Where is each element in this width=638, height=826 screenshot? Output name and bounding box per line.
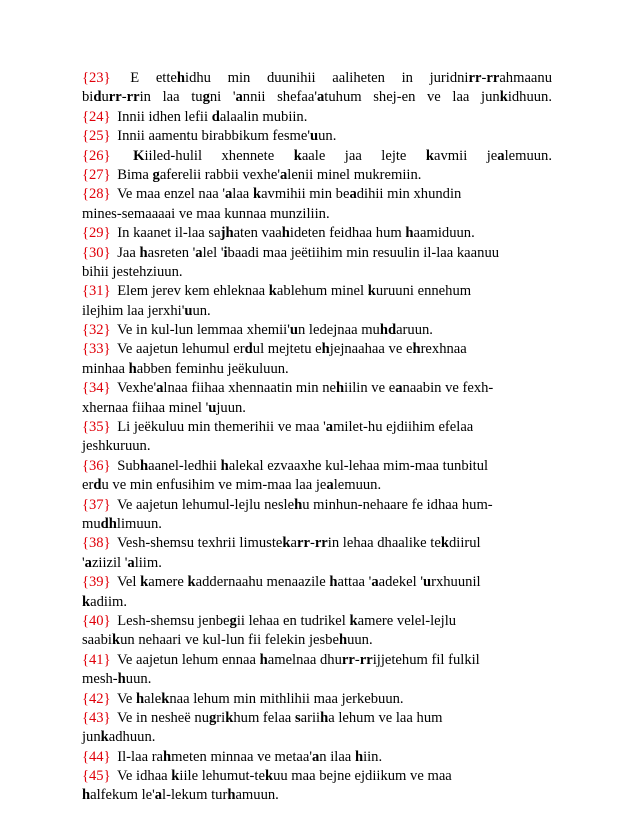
bold-segment: h <box>412 341 421 358</box>
bold-segment: k <box>187 574 196 591</box>
bold-segment: hd <box>379 322 397 339</box>
bold-segment: k <box>100 729 109 746</box>
verse-line: {40} Lesh-shemsu jenbegii lehaa en tudrikel kamere velel-lejlu <box>82 612 457 629</box>
verse-number: {25} <box>82 128 111 145</box>
bold-segment: a <box>127 554 135 571</box>
bold-segment: h <box>136 690 145 707</box>
verse-line: {24} Innii idhen lefii dalaalin mubiin. <box>82 108 308 125</box>
verse-line: {33} Ve aajetun lehumul erdul mejtetu ehjejnaahaa ve ehrexhnaa <box>82 341 467 358</box>
bold-segment: u <box>422 574 432 591</box>
bold-segment: h <box>338 632 348 649</box>
verse-line: {44} Il-laa rahmeten minnaa ve metaa'an ilaa hiin. <box>82 748 383 765</box>
verse-continuation-line: saabikun nehaari ve kul-lun fii felekin jesbehuun. <box>82 632 373 649</box>
verse-number: {36} <box>82 457 111 474</box>
verse-continuation-line: halfekum le'al-lekum turhamuun. <box>82 787 279 804</box>
bold-segment: h <box>227 787 236 804</box>
verse-continuation-line: xhernaa fiihaa minel 'ujuun. <box>82 399 246 416</box>
bold-segment: a <box>195 244 203 261</box>
bold-segment: h <box>139 457 149 474</box>
bold-segment: rr <box>341 651 355 668</box>
bold-segment: h <box>321 341 330 358</box>
verse-number: {26} <box>82 147 111 164</box>
bold-segment: a <box>84 554 92 571</box>
bold-segment: dh <box>100 515 117 532</box>
bold-segment: rr <box>126 89 140 106</box>
verse-number: {35} <box>82 419 111 436</box>
bold-segment: g <box>202 89 210 106</box>
bold-segment: i <box>223 244 228 261</box>
bold-segment: rr <box>108 89 122 106</box>
bold-segment: a <box>317 89 325 106</box>
bold-segment: h <box>82 787 91 804</box>
verse-line: {25} Innii aamentu birabbikum fesme'uun. <box>82 128 337 145</box>
bold-segment: a <box>349 186 357 203</box>
bold-segment: u <box>208 399 217 416</box>
bold-segment: h <box>220 457 229 474</box>
verse-number: {43} <box>82 709 111 726</box>
bold-segment: k <box>112 632 121 649</box>
verse-line: {30} Jaa hasreten 'alel 'ibaadi maa jeëtiihim min resuulin il-laa kaanuu <box>82 244 500 261</box>
verse-continuation-line: 'aziizil 'aliim. <box>82 554 162 571</box>
verse-number: {41} <box>82 651 111 668</box>
verse-line: {27} Bima gaferelii rabbii vexhe'alenii minel mukremiin. <box>82 166 422 183</box>
verse-continuation-line: erdu ve min enfusihim ve mim-maa laa jealemuun. <box>82 477 382 494</box>
verse-line: {26} Kiiled-hulil xhennete kaale jaa lejte kavmii jealemuun. <box>82 147 553 164</box>
verse-number: {33} <box>82 341 111 358</box>
bold-segment: rr <box>468 70 482 86</box>
bold-segment: h <box>354 748 364 765</box>
bold-segment: k <box>268 283 277 300</box>
bold-segment: a <box>395 380 403 397</box>
verse-number: {23} <box>82 70 111 86</box>
bold-segment: h <box>176 70 186 86</box>
bold-segment: h <box>294 496 303 513</box>
bold-segment: a <box>279 166 288 183</box>
verse-continuation-line: kadiim. <box>82 593 128 610</box>
bold-segment: d <box>93 89 102 106</box>
bold-segment: h <box>281 225 290 242</box>
bold-segment: k <box>171 768 180 785</box>
verse-number: {37} <box>82 496 111 513</box>
verse-continuation-line: mines-semaaaai ve maa kunnaa munziliin. <box>82 205 330 222</box>
bold-segment: a <box>156 380 164 397</box>
bold-segment: rr <box>359 651 373 668</box>
verse-continuation-line: jeshkuruun. <box>82 438 151 455</box>
bold-segment: rr <box>314 535 328 552</box>
verse-line: {28} Ve maa enzel naa 'alaa kavmihii min beadihii min xhundin <box>82 186 462 203</box>
verse-number: {44} <box>82 748 111 765</box>
verse-line: {39} Vel kamere kaddernaahu menaazile hattaa 'aadekel 'urxhuunil <box>82 574 481 591</box>
bold-segment: h <box>139 244 148 261</box>
verse-number: {38} <box>82 535 111 552</box>
bold-segment: K <box>133 147 145 164</box>
verse-number: {30} <box>82 244 111 261</box>
verse-line: {29} In kaanet il-laa sajhaten vaahideten feidhaa hum haamiduun. <box>82 225 475 242</box>
bold-segment: h <box>117 671 126 688</box>
document-page <box>82 69 552 806</box>
bold-segment: h <box>259 651 268 668</box>
bold-segment: k <box>252 186 262 203</box>
bold-segment: a <box>326 477 334 494</box>
verse-line: {35} Li jeëkuluu min themerihii ve maa 'amilet-hu ejdiihim efelaa <box>82 419 474 436</box>
bold-segment: k <box>440 535 449 552</box>
bold-segment: rr <box>486 70 500 86</box>
bold-segment: h <box>329 574 338 591</box>
verse-line: {43} Ve in nesheë nugrikhum felaa sariiha lehum ve laa hum <box>82 709 443 726</box>
bold-segment: g <box>229 612 237 629</box>
verse-continuation-line: mesh-huun. <box>82 671 152 688</box>
bold-segment: k <box>349 612 358 629</box>
verse-number: {31} <box>82 283 111 300</box>
bold-segment: a <box>224 186 233 203</box>
verse-continuation-line: junkadhuun. <box>82 729 156 746</box>
bold-segment: rr <box>296 535 310 552</box>
bold-segment: k <box>161 690 170 707</box>
verse-line: {32} Ve in kul-lun lemmaa xhemii'un ledejnaa muhdaruun. <box>82 322 433 339</box>
bold-segment: h <box>320 709 329 726</box>
verse-continuation-line: minhaa habben feminhu jeëkuluun. <box>82 360 289 377</box>
bold-segment: k <box>225 709 234 726</box>
bold-segment: k <box>282 535 291 552</box>
bold-segment: g <box>209 709 217 726</box>
bold-segment: k <box>499 89 508 106</box>
bold-segment: k <box>264 768 274 785</box>
bold-segment: h <box>336 380 345 397</box>
verse-continuation-line: bidurr-rrin laa tugni 'annii shefaa'atuhum shej-en ve laa junkidhuun. <box>82 89 552 106</box>
bold-segment: u <box>309 128 319 145</box>
bold-segment: u <box>289 322 298 339</box>
bold-segment: a <box>371 574 379 591</box>
verse-line: {42} Ve haleknaa lehum min mithlihii maa jerkebuun. <box>82 690 404 707</box>
verse-number: {29} <box>82 225 111 242</box>
bold-segment: jh <box>220 225 234 242</box>
bold-segment: k <box>425 147 435 164</box>
verse-number: {28} <box>82 186 111 203</box>
bold-segment: g <box>152 166 160 183</box>
verse-continuation-line: bihii jestehziuun. <box>82 263 183 280</box>
verse-line: {38} Vesh-shemsu texhrii limustekarr-rrin lehaa dhaalike tekdiirul <box>82 535 481 552</box>
verse-number: {40} <box>82 612 111 629</box>
bold-segment: k <box>293 147 302 164</box>
verse-number: {45} <box>82 768 111 785</box>
verse-line: {31} Elem jerev kem ehleknaa kablehum minel kuruuni ennehum <box>82 283 472 300</box>
verse-number: {32} <box>82 322 111 339</box>
bold-segment: s <box>294 709 301 726</box>
bold-segment: d <box>211 108 220 125</box>
verse-line: {37} Ve aajetun lehumul-lejlu neslehu minhun-nehaare fe idhaa hum- <box>82 496 493 513</box>
bold-segment: k <box>367 283 376 300</box>
bold-segment: a <box>154 787 163 804</box>
bold-segment: d <box>93 477 102 494</box>
verse-number: {24} <box>82 108 111 125</box>
verse-continuation-line: mudhlimuun. <box>82 515 162 532</box>
bold-segment: k <box>140 574 149 591</box>
verse-number: {27} <box>82 166 111 183</box>
bold-segment: a <box>311 748 320 765</box>
verse-line: {45} Ve idhaa kiile lehumut-tekuu maa bejne ejdiikum ve maa <box>82 768 452 785</box>
bold-segment: a <box>325 419 334 436</box>
bold-segment: h <box>405 225 414 242</box>
bold-segment: d <box>244 341 253 358</box>
verse-number: {39} <box>82 574 111 591</box>
verse-line: {41} Ve aajetun lehum ennaa hamelnaa dhurr-rrijjetehum fil fulkil <box>82 651 480 668</box>
bold-segment: a <box>497 147 505 164</box>
bold-segment: h <box>128 360 137 377</box>
bold-segment: h <box>163 748 172 765</box>
verse-number: {42} <box>82 690 111 707</box>
bold-segment: u <box>184 302 193 319</box>
verse-line: {34} Vexhe'alnaa fiihaa xhennaatin min nehiilin ve eanaabin ve fexh- <box>82 380 494 397</box>
bold-segment: k <box>82 593 91 610</box>
verse-line: {23} E ettehidhu min duunihii aaliheten in juridnirr-rrahmaanu <box>82 70 552 86</box>
verse-number: {34} <box>82 380 111 397</box>
verse-continuation-line: ilejhim laa jerxhi'uun. <box>82 302 211 319</box>
bold-segment: a <box>235 89 243 106</box>
verse-line: {36} Subhaanel-ledhii halekal ezvaaxhe kul-lehaa mim-maa tunbitul <box>82 457 489 474</box>
